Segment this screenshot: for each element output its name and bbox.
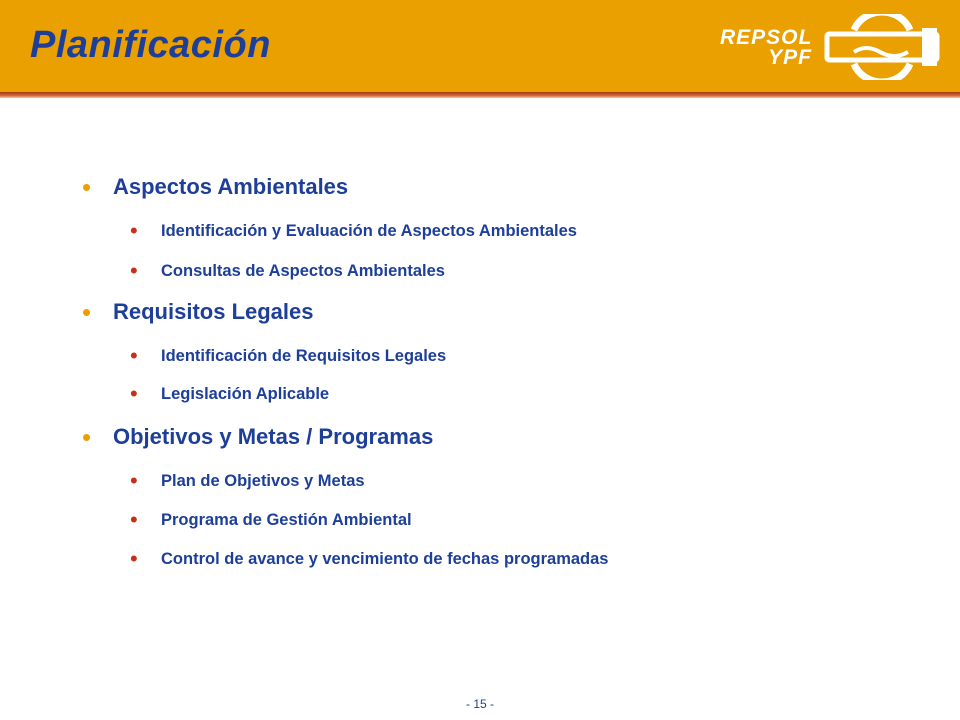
list-item-text: Plan de Objetivos y Metas: [161, 472, 365, 490]
section-heading: Aspectos Ambientales: [113, 174, 349, 199]
list-item-text: Identificación de Requisitos Legales: [161, 347, 447, 365]
logo-line-1: REPSOL: [720, 26, 813, 49]
logo-line-2: YPF: [768, 46, 812, 69]
bullet-icon: •: [130, 218, 138, 243]
list-item-text: Legislación Aplicable: [161, 385, 330, 403]
bullet-icon: •: [82, 172, 92, 202]
list-item-text: Control de avance y vencimiento de fechas programadas: [161, 550, 609, 568]
page-number: - 15 -: [465, 697, 494, 711]
bullet-icon: •: [82, 422, 92, 452]
section-heading: Requisitos Legales: [113, 299, 314, 324]
bullet-icon: •: [82, 297, 92, 327]
list-item-text: Identificación y Evaluación de Aspectos Ambientales: [161, 222, 577, 240]
bullet-icon: •: [130, 507, 138, 532]
section-heading: Objetivos y Metas / Programas: [113, 424, 434, 449]
slide-title: Planificación: [30, 24, 271, 66]
bullet-icon: •: [130, 258, 138, 283]
bullet-icon: •: [130, 468, 138, 493]
bullet-icon: •: [130, 546, 138, 571]
list-item-text: Consultas de Aspectos Ambientales: [161, 262, 445, 280]
bullet-icon: •: [130, 381, 138, 406]
list-item-text: Programa de Gestión Ambiental: [161, 511, 412, 529]
bullet-icon: •: [130, 343, 138, 368]
